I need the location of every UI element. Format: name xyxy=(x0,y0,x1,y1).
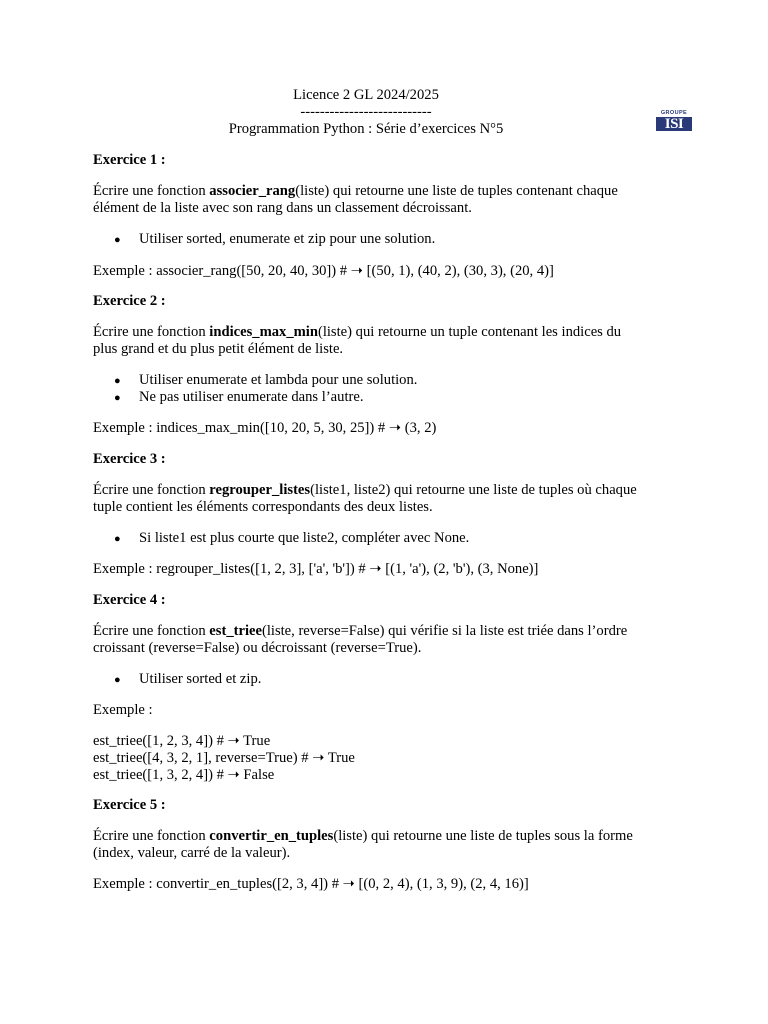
bullet-text: Utiliser sorted, enumerate et zip pour une solution. xyxy=(139,231,436,247)
bullet-text: Utiliser enumerate et lambda pour une solution. xyxy=(139,372,418,388)
exercise-4-bullet xyxy=(114,671,261,689)
exercise-1-example: Exemple : associer_rang([50, 20, 40, 30]) # ➝ [(50, 1), (40, 2), (30, 3), (20, 4)] xyxy=(93,263,554,279)
bullet-dot-icon: ● xyxy=(114,674,121,686)
function-name: associer_rang xyxy=(209,183,296,199)
function-name: regrouper_listes xyxy=(209,482,311,498)
exercise-4-example-line-1: est_triee([1, 2, 3, 4]) # ➝ True xyxy=(93,733,271,749)
exercise-4-desc-line-2: croissant (reverse=False) ou décroissant (reverse=True). xyxy=(93,640,422,656)
desc-prefix: Écrire une fonction xyxy=(93,324,210,340)
bullet-text: Si liste1 est plus courte que liste2, compléter avec None. xyxy=(139,530,470,546)
desc-prefix: Écrire une fonction xyxy=(93,623,210,639)
exercise-3-desc-line-2: tuple contient les éléments correspondants des deux listes. xyxy=(93,499,433,515)
exercise-4-example-line-3: est_triee([1, 3, 2, 4]) # ➝ False xyxy=(93,767,275,783)
exercise-4-example-label: Exemple : xyxy=(93,702,153,718)
exercise-3-desc-line-1 xyxy=(93,482,637,499)
header-separator: --------------------------- xyxy=(300,104,432,120)
exercise-2-desc-line-2: plus grand et du plus petit élément de liste. xyxy=(93,341,344,357)
logo-isi-text: ISI xyxy=(656,117,692,131)
course-line: Licence 2 GL 2024/2025 xyxy=(293,87,439,103)
desc-rest: (liste, reverse=False) qui vérifie si la liste est triée dans l’ordre xyxy=(261,623,628,639)
exercise-2-bullet-2 xyxy=(114,389,364,407)
exercise-5-title: Exercice 5 : xyxy=(93,797,166,813)
exercise-2-desc-line-1 xyxy=(93,324,621,341)
desc-rest: (liste1, liste2) qui retourne une liste de tuples où chaque xyxy=(310,482,637,498)
exercise-3-title: Exercice 3 : xyxy=(93,451,166,467)
function-name: convertir_en_tuples xyxy=(209,828,334,844)
bullet-text: Ne pas utiliser enumerate dans l’autre. xyxy=(139,389,364,405)
desc-prefix: Écrire une fonction xyxy=(93,828,210,844)
bullet-dot-icon: ● xyxy=(114,234,121,246)
bullet-dot-icon: ● xyxy=(114,375,121,387)
exercise-1-desc-line-1 xyxy=(93,183,618,200)
desc-prefix: Écrire une fonction xyxy=(93,183,210,199)
bullet-dot-icon: ● xyxy=(114,533,121,545)
desc-rest: (liste) qui retourne une liste de tuples contenant chaque xyxy=(295,183,618,199)
exercise-4-title: Exercice 4 : xyxy=(93,592,166,608)
exercise-4-desc-line-1 xyxy=(93,623,627,640)
document-title: Programmation Python : Série d’exercices N°5 xyxy=(228,121,504,137)
isi-logo xyxy=(656,110,692,134)
document-header xyxy=(0,87,732,138)
bullet-text: Utiliser sorted et zip. xyxy=(139,671,262,687)
exercise-5-desc-line-1 xyxy=(93,828,633,845)
exercise-3-bullet xyxy=(114,530,469,548)
desc-rest: (liste) qui retourne un tuple contenant les indices du xyxy=(317,324,622,340)
desc-prefix: Écrire une fonction xyxy=(93,482,210,498)
bullet-dot-icon: ● xyxy=(114,392,121,404)
exercise-2-title: Exercice 2 : xyxy=(93,293,166,309)
exercise-1-title: Exercice 1 : xyxy=(93,152,166,168)
exercise-1-bullet xyxy=(114,231,435,249)
function-name: est_triee xyxy=(209,623,262,639)
exercise-5-desc-line-2: (index, valeur, carré de la valeur). xyxy=(93,845,291,861)
exercise-1-desc-line-2: élément de la liste avec son rang dans un classement décroissant. xyxy=(93,200,472,216)
desc-rest: (liste) qui retourne une liste de tuples sous la forme xyxy=(333,828,633,844)
exercise-5-example: Exemple : convertir_en_tuples([2, 3, 4]) # ➝ [(0, 2, 4), (1, 3, 9), (2, 4, 16)] xyxy=(93,876,529,892)
exercise-2-bullet-1 xyxy=(114,372,417,390)
exercise-2-example: Exemple : indices_max_min([10, 20, 5, 30, 25]) # ➝ (3, 2) xyxy=(93,420,437,436)
logo-groupe-text: GROUPE xyxy=(660,110,688,116)
function-name: indices_max_min xyxy=(209,324,318,340)
exercise-4-example-line-2: est_triee([4, 3, 2, 1], reverse=True) # ➝ True xyxy=(93,750,355,766)
exercise-3-example: Exemple : regrouper_listes([1, 2, 3], ['a', 'b']) # ➝ [(1, 'a'), (2, 'b'), (3, None)] xyxy=(93,561,539,577)
